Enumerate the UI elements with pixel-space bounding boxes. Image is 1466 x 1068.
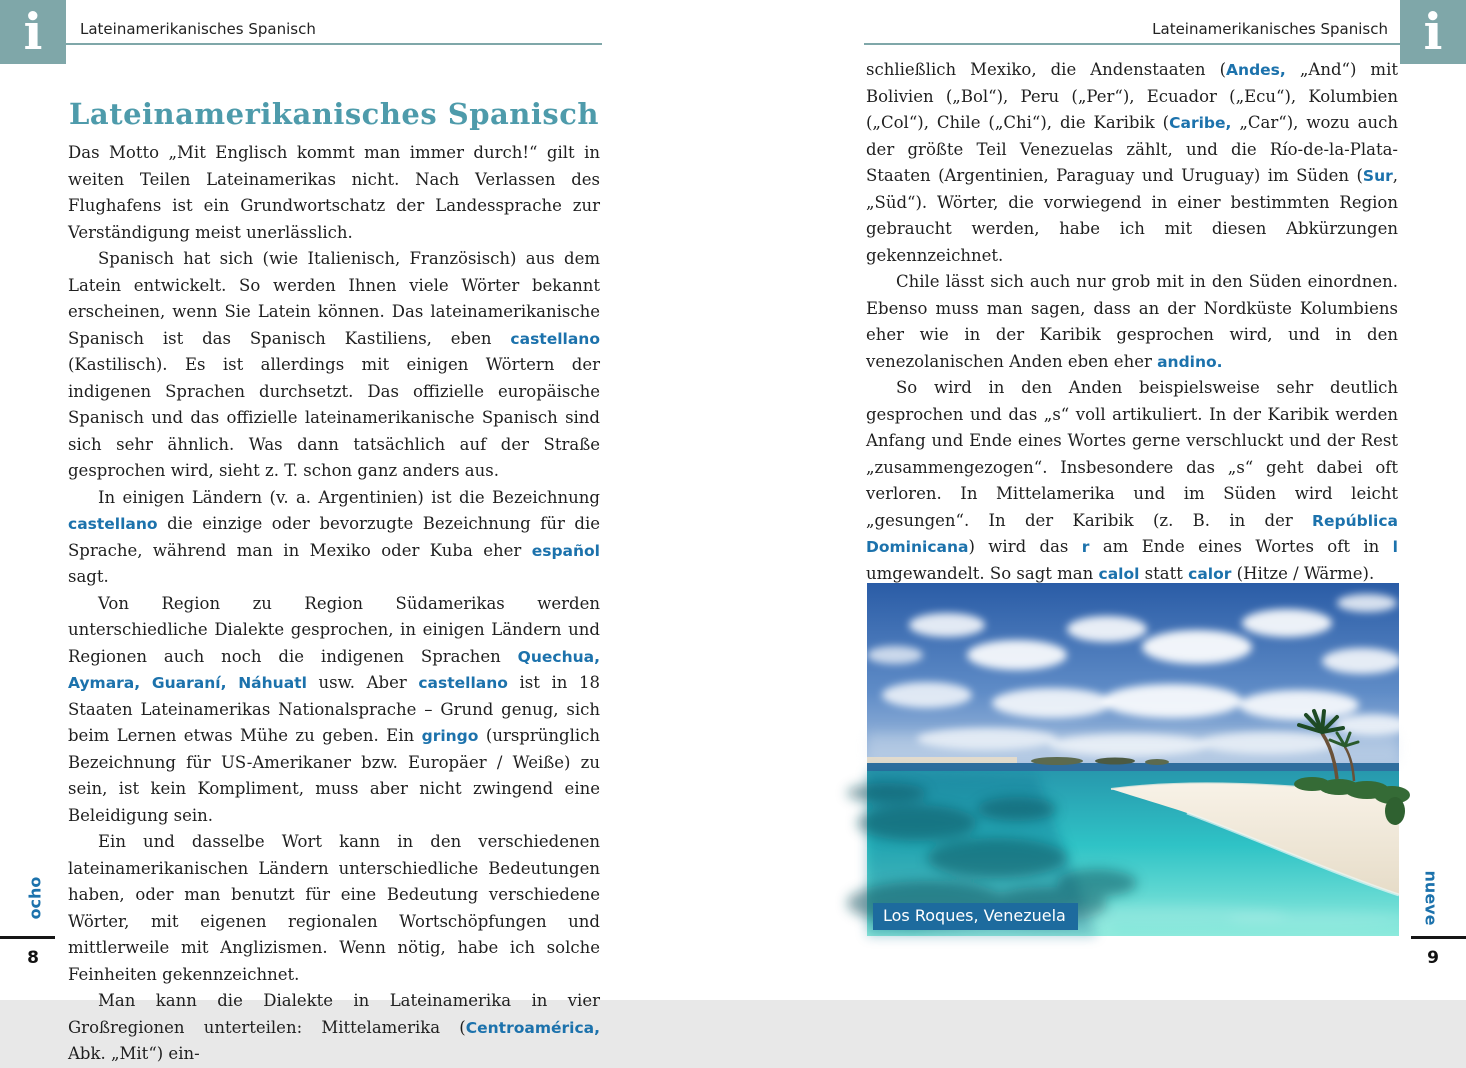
accent-term: andino. (1157, 352, 1223, 371)
text-run: „Car“), wozu auch der größte Teil Venezuelas zählt, und die Río-de-la-Plata-Staaten (Argentinien, Paraguay und Uruguay) im Süden ( (866, 113, 1398, 185)
accent-term: Quechua, Aymara, Guaraní, Náhuatl (68, 647, 600, 692)
text-run: (Kastilisch). Es ist allerdings mit einigen Wörtern der indigenen Sprachen durchsetzt. Das offizielle europäische Spanisch und das offizielle lateinamerikanische Spanisch sind sich sehr ähnlich. Was dann tatsächlich auf der Straße gesprochen wird, sieht z. T. schon ganz anders aus. (68, 355, 600, 480)
text-run: ist in 18 Staaten Lateinamerikas Nationalsprache – Grund genug, sich beim Lernen etwas Mühe zu geben. Ein (68, 673, 600, 745)
folio-word-right: nueve (1421, 870, 1441, 926)
text-run: Chile lässt sich auch nur grob mit in den Süden einordnen. Ebenso muss man sagen, dass an der Nordküste Kolumbiens eher wie in der Karibik gesprochen wird, und in den venezolanischen Anden eben eher (866, 272, 1398, 371)
text-run: Ein und dasselbe Wort kann in den verschiedenen lateinamerikanischen Ländern unterschiedliche Bedeutungen haben, oder man benutzt für eine Bedeutung verschiedene Wörter, mit eigenen regionalen Wortschöpfungen und mittlerweile mit Anglizismen. Wenn nötig, habe ich solche Feinheiten gekennzeichnet. (68, 832, 600, 984)
accent-term: castellano (418, 674, 508, 692)
paragraph (866, 375, 1398, 587)
accent-term: Caribe, (1169, 114, 1232, 132)
beach-photo (867, 583, 1399, 936)
text-run: (Hitze / Wärme). (1231, 563, 1375, 583)
text-run: , „Süd“). Wörter, die vorwiegend in einer bestimmten Region gebraucht werden, habe ich mit diesen Abkürzungen gekennzeichnet. (866, 166, 1398, 265)
text-run: Spanisch hat sich (wie Italienisch, Französisch) aus dem Latein entwickelt. So werden Ihnen viele Wörter bekannt erscheinen, wenn Sie Latein können. Das lateinamerikanische Spanisch ist das Spanisch Kastiliens, eben (68, 249, 600, 348)
accent-term: Sur (1362, 167, 1393, 185)
text-run: Von Region zu Region Südamerikas werden unterschiedliche Dialekte gesprochen, in einigen Ländern und Regionen auch noch die indigenen Sprachen (68, 593, 600, 666)
text-run: usw. Aber (306, 673, 419, 692)
accent-term: castellano (68, 515, 158, 533)
accent-term: calol (1098, 564, 1140, 583)
text-run: Man kann die Dialekte in Lateinamerika in vier Großregionen unterteilen: Mittelamerika ( (68, 991, 600, 1037)
text-run: schließlich Mexiko, die Andenstaaten ( (866, 60, 1227, 79)
accent-term: gringo (421, 727, 479, 745)
text-run: statt (1139, 563, 1189, 583)
text-run: am Ende eines Wortes oft in (1089, 537, 1393, 556)
folio-word-left: ocho (25, 876, 45, 920)
photo-distant-sandbar (867, 757, 1017, 763)
text-run: Das Motto „Mit Englisch kommt man immer durch!“ gilt in weiten Teilen Lateinamerikas nicht. Nach Verlassen des Flughafens ist ein Grundwortschatz der Landessprache zur Verständigung meist unerlässlich. (68, 143, 600, 242)
text-run: „And“) mit Bolivien („Bol“), Peru („Per“), Ecuador („Ecu“), Kolumbien („Col“), Chile („Chi“), die Karibik ( (866, 60, 1398, 132)
info-icon (1400, 0, 1466, 64)
text-run: ) wird das (968, 537, 1082, 556)
paragraph (866, 57, 1398, 269)
beach-photo-illustration (867, 583, 1399, 936)
page-number-right: 9 (1427, 948, 1439, 968)
running-head-right: Lateinamerikanisches Spanisch (1152, 20, 1388, 38)
paragraph (68, 829, 600, 988)
info-icon (0, 0, 66, 64)
paragraph (68, 140, 600, 246)
text-run: (ursprünglich Bezeichnung für US-Amerikaner bzw. Europäer / Weiße) zu sein, ist kein Kompliment, muss aber nicht zwingend eine Beleidigung sein. (68, 726, 600, 825)
header-rule-right (864, 43, 1400, 45)
text-run: In einigen Ländern (v. a. Argentinien) ist die Bezeichnung (98, 487, 600, 507)
footer-rule-left (0, 936, 55, 939)
text-run: sagt. (68, 567, 109, 586)
info-icon-glyph: i (1423, 2, 1443, 61)
text-run: So wird in den Anden beispielsweise sehr deutlich gesprochen und das „s“ voll artikuliert. In der Karibik werden Anfang und Ende eines Wortes gerne verschluckt und der Rest „zusammengezogen“. Insbesondere das „s“ geht dabei oft verloren. In Mittelamerika und im Süden wird leicht „gesungen“. In der Karibik (z. B. in der (866, 378, 1398, 530)
accent-term: español (531, 541, 600, 560)
accent-term: República Dominicana (866, 511, 1398, 556)
text-run: Abk. „Mit“) ein- (68, 1044, 200, 1063)
running-head-left: Lateinamerikanisches Spanisch (80, 20, 316, 38)
accent-term: r (1081, 538, 1090, 556)
body-text-left (68, 140, 600, 1068)
page-title: Lateinamerikanisches Spanisch (69, 97, 599, 132)
footer-rule-right (1411, 936, 1466, 939)
paragraph (68, 591, 600, 830)
info-icon-glyph: i (23, 2, 43, 61)
accent-term: Andes, (1226, 61, 1286, 79)
page-number-left: 8 (27, 948, 39, 968)
paragraph (68, 988, 600, 1068)
photo-caption: Los Roques, Venezuela (873, 903, 1078, 930)
accent-term: l (1392, 538, 1398, 556)
text-run: umgewandelt. So sagt man (866, 563, 1099, 583)
paragraph (866, 269, 1398, 375)
accent-term: calor (1188, 564, 1232, 583)
text-run: die einzige oder bevorzugte Bezeichnung für die Sprache, während man in Mexiko oder Kuba eher (68, 514, 600, 560)
accent-term: Centroamérica, (465, 1018, 600, 1037)
header-rule-left (66, 43, 602, 45)
accent-term: castellano (510, 329, 600, 348)
paragraph (68, 246, 600, 485)
body-text-right (866, 57, 1398, 587)
paragraph (68, 485, 600, 591)
